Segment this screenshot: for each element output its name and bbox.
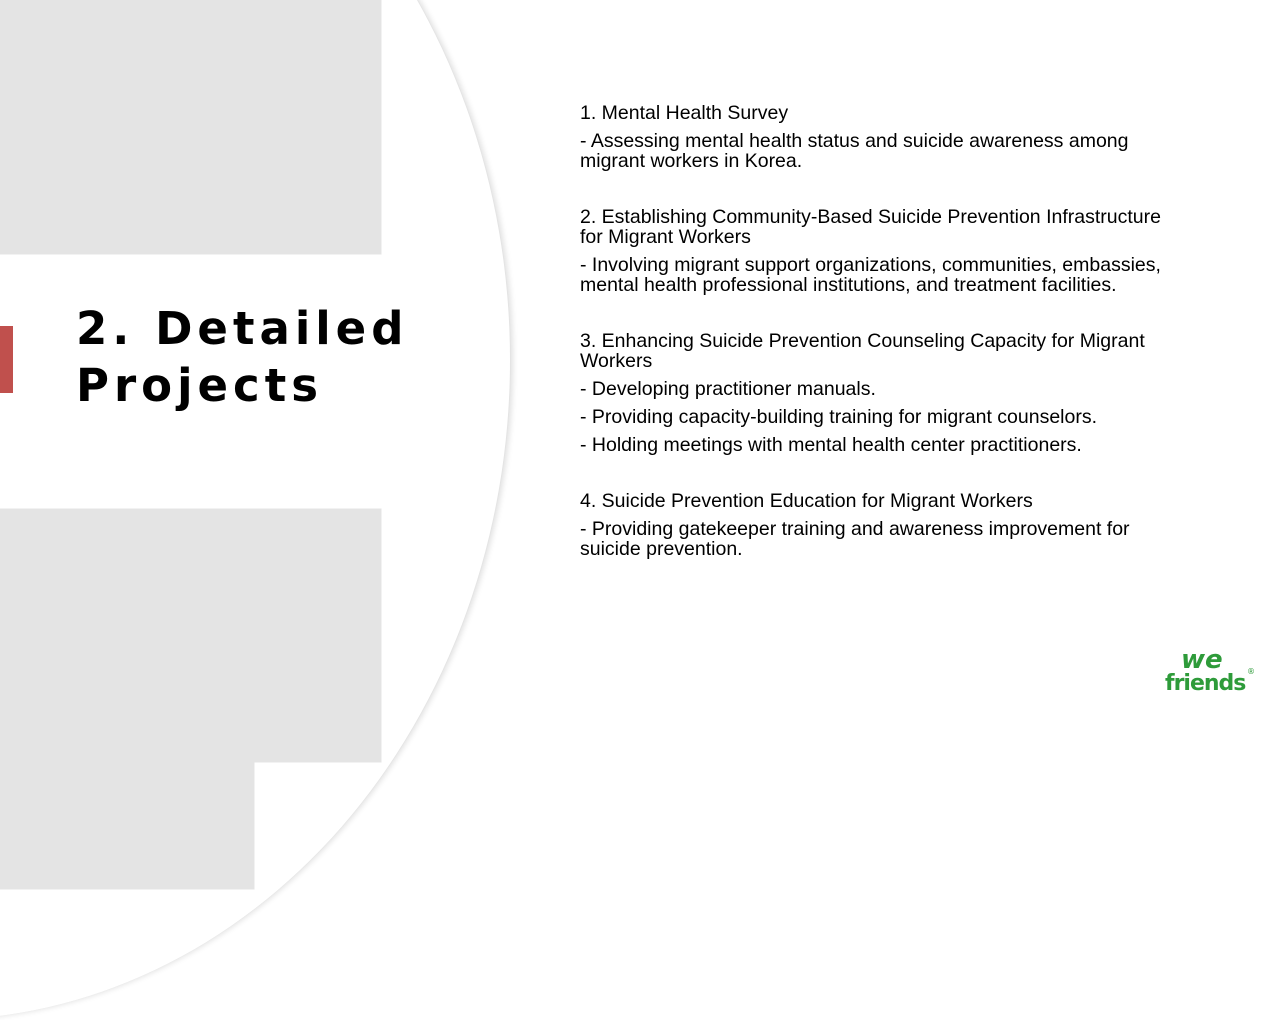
project-section-2 (580, 207, 1180, 295)
project-heading: 4. Suicide Prevention Education for Migrant Workers (580, 490, 1033, 512)
project-section-1 (580, 103, 1180, 171)
slide-title-line-2: Projects (76, 359, 324, 412)
project-detail: - Developing practitioner manuals. (580, 378, 876, 400)
project-detail: - Assessing mental health status and suicide awareness among migrant workers in Korea. (580, 130, 1129, 172)
project-detail: - Providing capacity-building training for migrant counselors. (580, 406, 1097, 428)
project-heading: 1. Mental Health Survey (580, 102, 789, 124)
decorative-arc (0, 0, 511, 1020)
project-heading: 2. Establishing Community-Based Suicide Prevention Infrastructure for Migrant Workers (580, 206, 1161, 248)
project-heading: 3. Enhancing Suicide Prevention Counseling Capacity for Migrant Workers (580, 330, 1145, 372)
wefriends-logo (1163, 646, 1259, 694)
project-detail: - Involving migrant support organizations, communities, embassies, mental health professional institutions, and treatment facilities. (580, 254, 1161, 296)
slide-title-line-1: 2. Detailed (76, 302, 409, 355)
project-section-4 (580, 491, 1180, 559)
accent-bar (0, 326, 13, 393)
logo-text-we: we (1181, 646, 1223, 675)
project-detail: - Providing gatekeeper training and awareness improvement for suicide prevention. (580, 518, 1130, 560)
slide-title (76, 300, 436, 414)
project-list (580, 103, 1180, 595)
logo-text-friends: friends (1165, 671, 1246, 694)
logo-registered-mark: ® (1247, 667, 1255, 676)
project-detail: - Holding meetings with mental health center practitioners. (580, 434, 1082, 456)
project-section-3 (580, 331, 1180, 455)
